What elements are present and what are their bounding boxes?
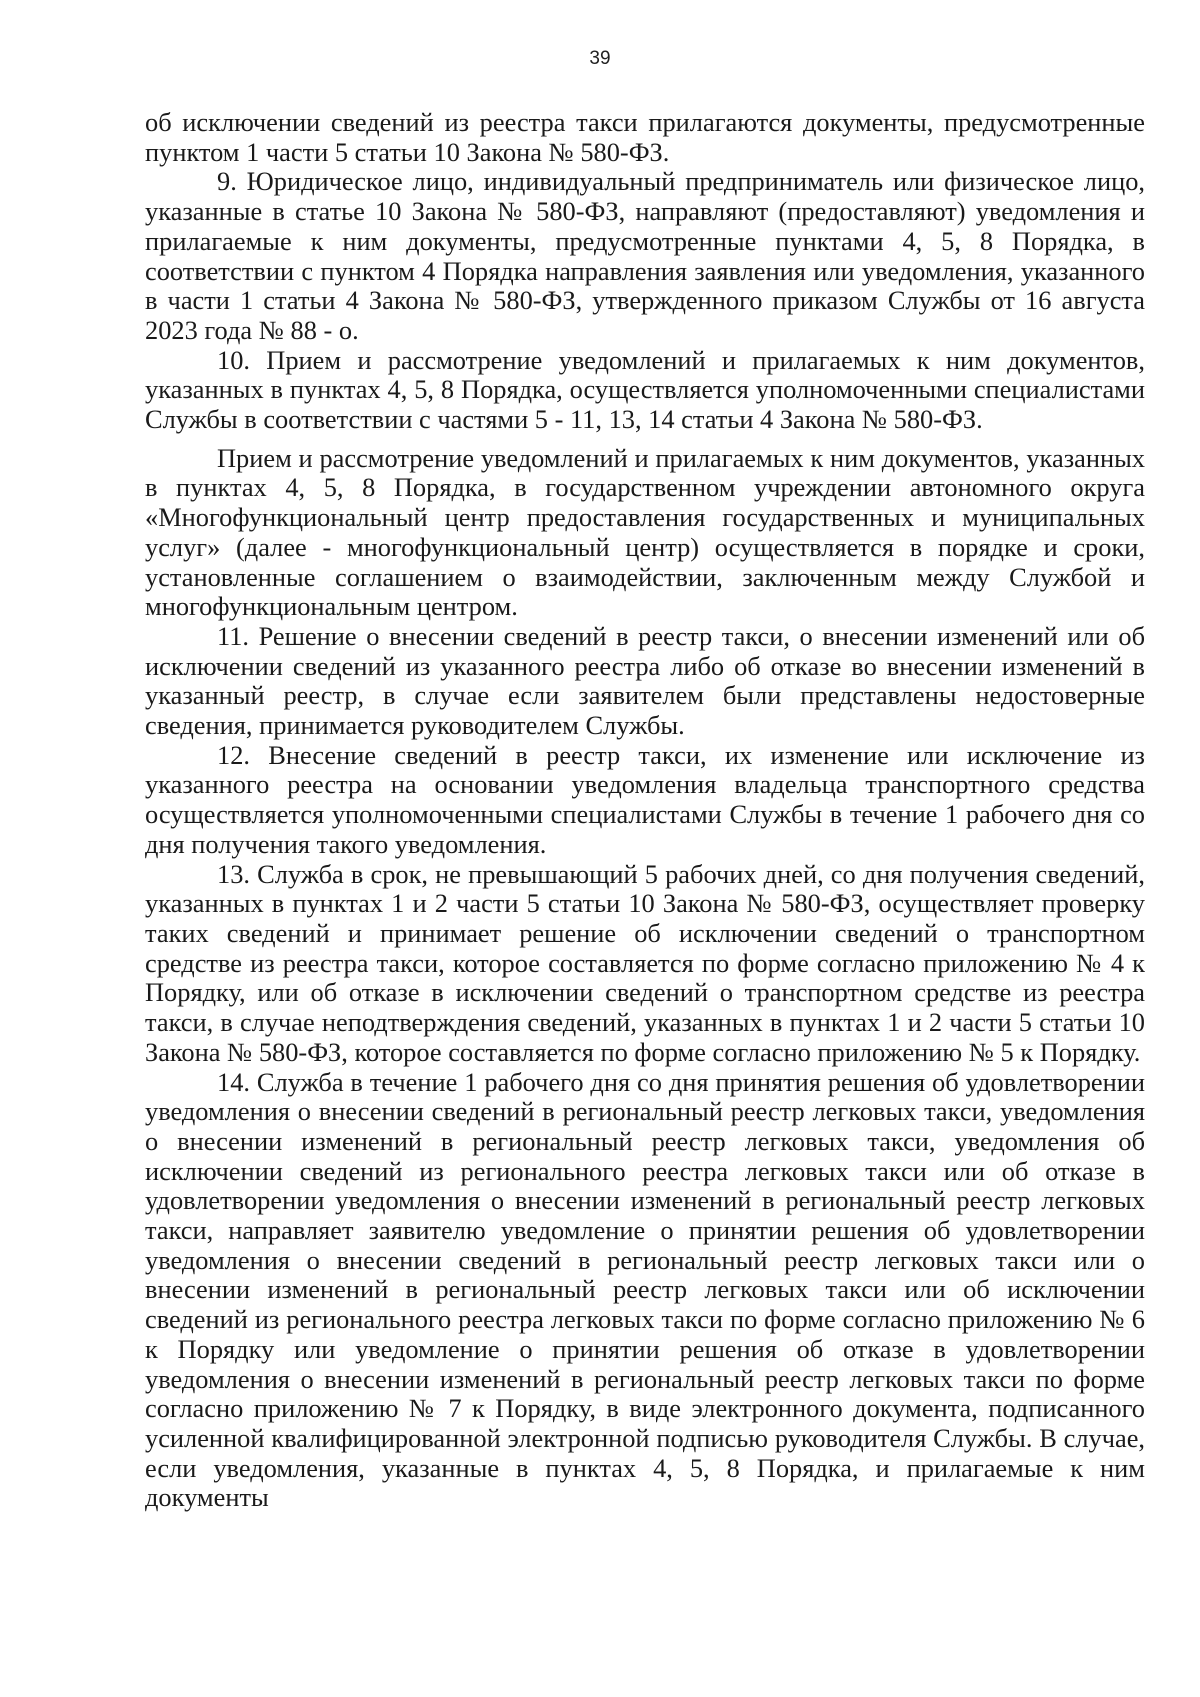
paragraph-continuation: об исключении сведений из реестра такси прилагаются документы, предусмотренные пунктом 1 части 5 статьи 10 Закона № 580-ФЗ. [145,107,1145,167]
paragraph-item-12: 12. Внесение сведений в реестр такси, их изменение или исключение из указанного реестра на основании уведомления владельца транспортного средства осуществляется уполномоченными специалистами Службы в течение 1 рабочего дня со дня получения такого уведомления. [145,739,1145,859]
document-body [145,108,1145,1513]
paragraph-item-9: 9. Юридическое лицо, индивидуальный предприниматель или физическое лицо, указанные в статье 10 Закона № 580-ФЗ, направляют (предоставляют) уведомления и прилагаемые к ним документы, предусмотренные пунктами 4, 5, 8 Порядка, в соответствии с пунктом 4 Порядка направления заявления или уведомления, указанного в части 1 статьи 4 Закона № 580-ФЗ, утвержденного приказом Службы от 16 августа 2023 года № 88 - о. [145,166,1145,345]
paragraph-item-10: 10. Прием и рассмотрение уведомлений и прилагаемых к ним документов, указанных в пунктах 4, 5, 8 Порядка, осуществляется уполномоченными специалистами Службы в соответствии с частями 5 - 11, 13, 14 статьи 4 Закона № 580-ФЗ. [145,344,1145,435]
page-number: 39 [589,48,611,69]
paragraph-item-10-continued: Прием и рассмотрение уведомлений и прилагаемых к ним документов, указанных в пунктах 4, 5, 8 Порядка, в государственном учреждении автономного округа «Многофункциональный центр предоставления государственных и муниципальных услуг» (далее - многофункциональный центр) осуществляется в порядке и сроки, установленные соглашением о взаимодействии, заключенным между Службой и многофункциональным центром. [145,442,1145,622]
paragraph-item-14: 14. Служба в течение 1 рабочего дня со дня принятия решения об удовлетворении уведомления о внесении сведений в региональный реестр легковых такси, уведомления о внесении изменений в региональный реестр легковых такси, уведомления об исключении сведений из регионального реестра легковых такси или об отказе в удовлетворении уведомления о внесении изменений в региональный реестр легковых такси, направляет заявителю уведомление о принятии решения об удовлетворении уведомления о внесении сведений в региональный реестр легковых такси или о внесении изменений в региональный реестр легковых такси или об исключении сведений из регионального реестра легковых такси по форме согласно приложению № 6 к Порядку или уведомление о принятии решения об отказе в удовлетворении уведомления о внесении изменений в региональный реестр легковых такси по форме согласно приложению № 7 к Порядку, в виде электронного документа, подписанного усиленной квалифицированной электронной подписью руководителя Службы. В случае, если уведомления, указанные в пунктах 4, 5, 8 Порядка, и прилагаемые к ним документы [145,1066,1145,1513]
paragraph-item-11: 11. Решение о внесении сведений в реестр такси, о внесении изменений или об исключении сведений из указанного реестра либо об отказе во внесении изменений в указанный реестр, в случае если заявителем были представлены недостоверные сведения, принимается руководителем Службы. [145,620,1145,741]
paragraph-item-13: 13. Служба в срок, не превышающий 5 рабочих дней, со дня получения сведений, указанных в пунктах 1 и 2 части 5 статьи 10 Закона № 580-ФЗ, осуществляет проверку таких сведений и принимает решение об исключении сведений о транспортном средстве из реестра такси, которое составляется по форме согласно приложению № 4 к Порядку, или об отказе в исключении сведений о транспортном средстве из реестра такси, в случае неподтверждения сведений, указанных в пунктах 1 и 2 части 5 статьи 10 Закона № 580-ФЗ, которое составляется по форме согласно приложению № 5 к Порядку. [145,858,1145,1067]
